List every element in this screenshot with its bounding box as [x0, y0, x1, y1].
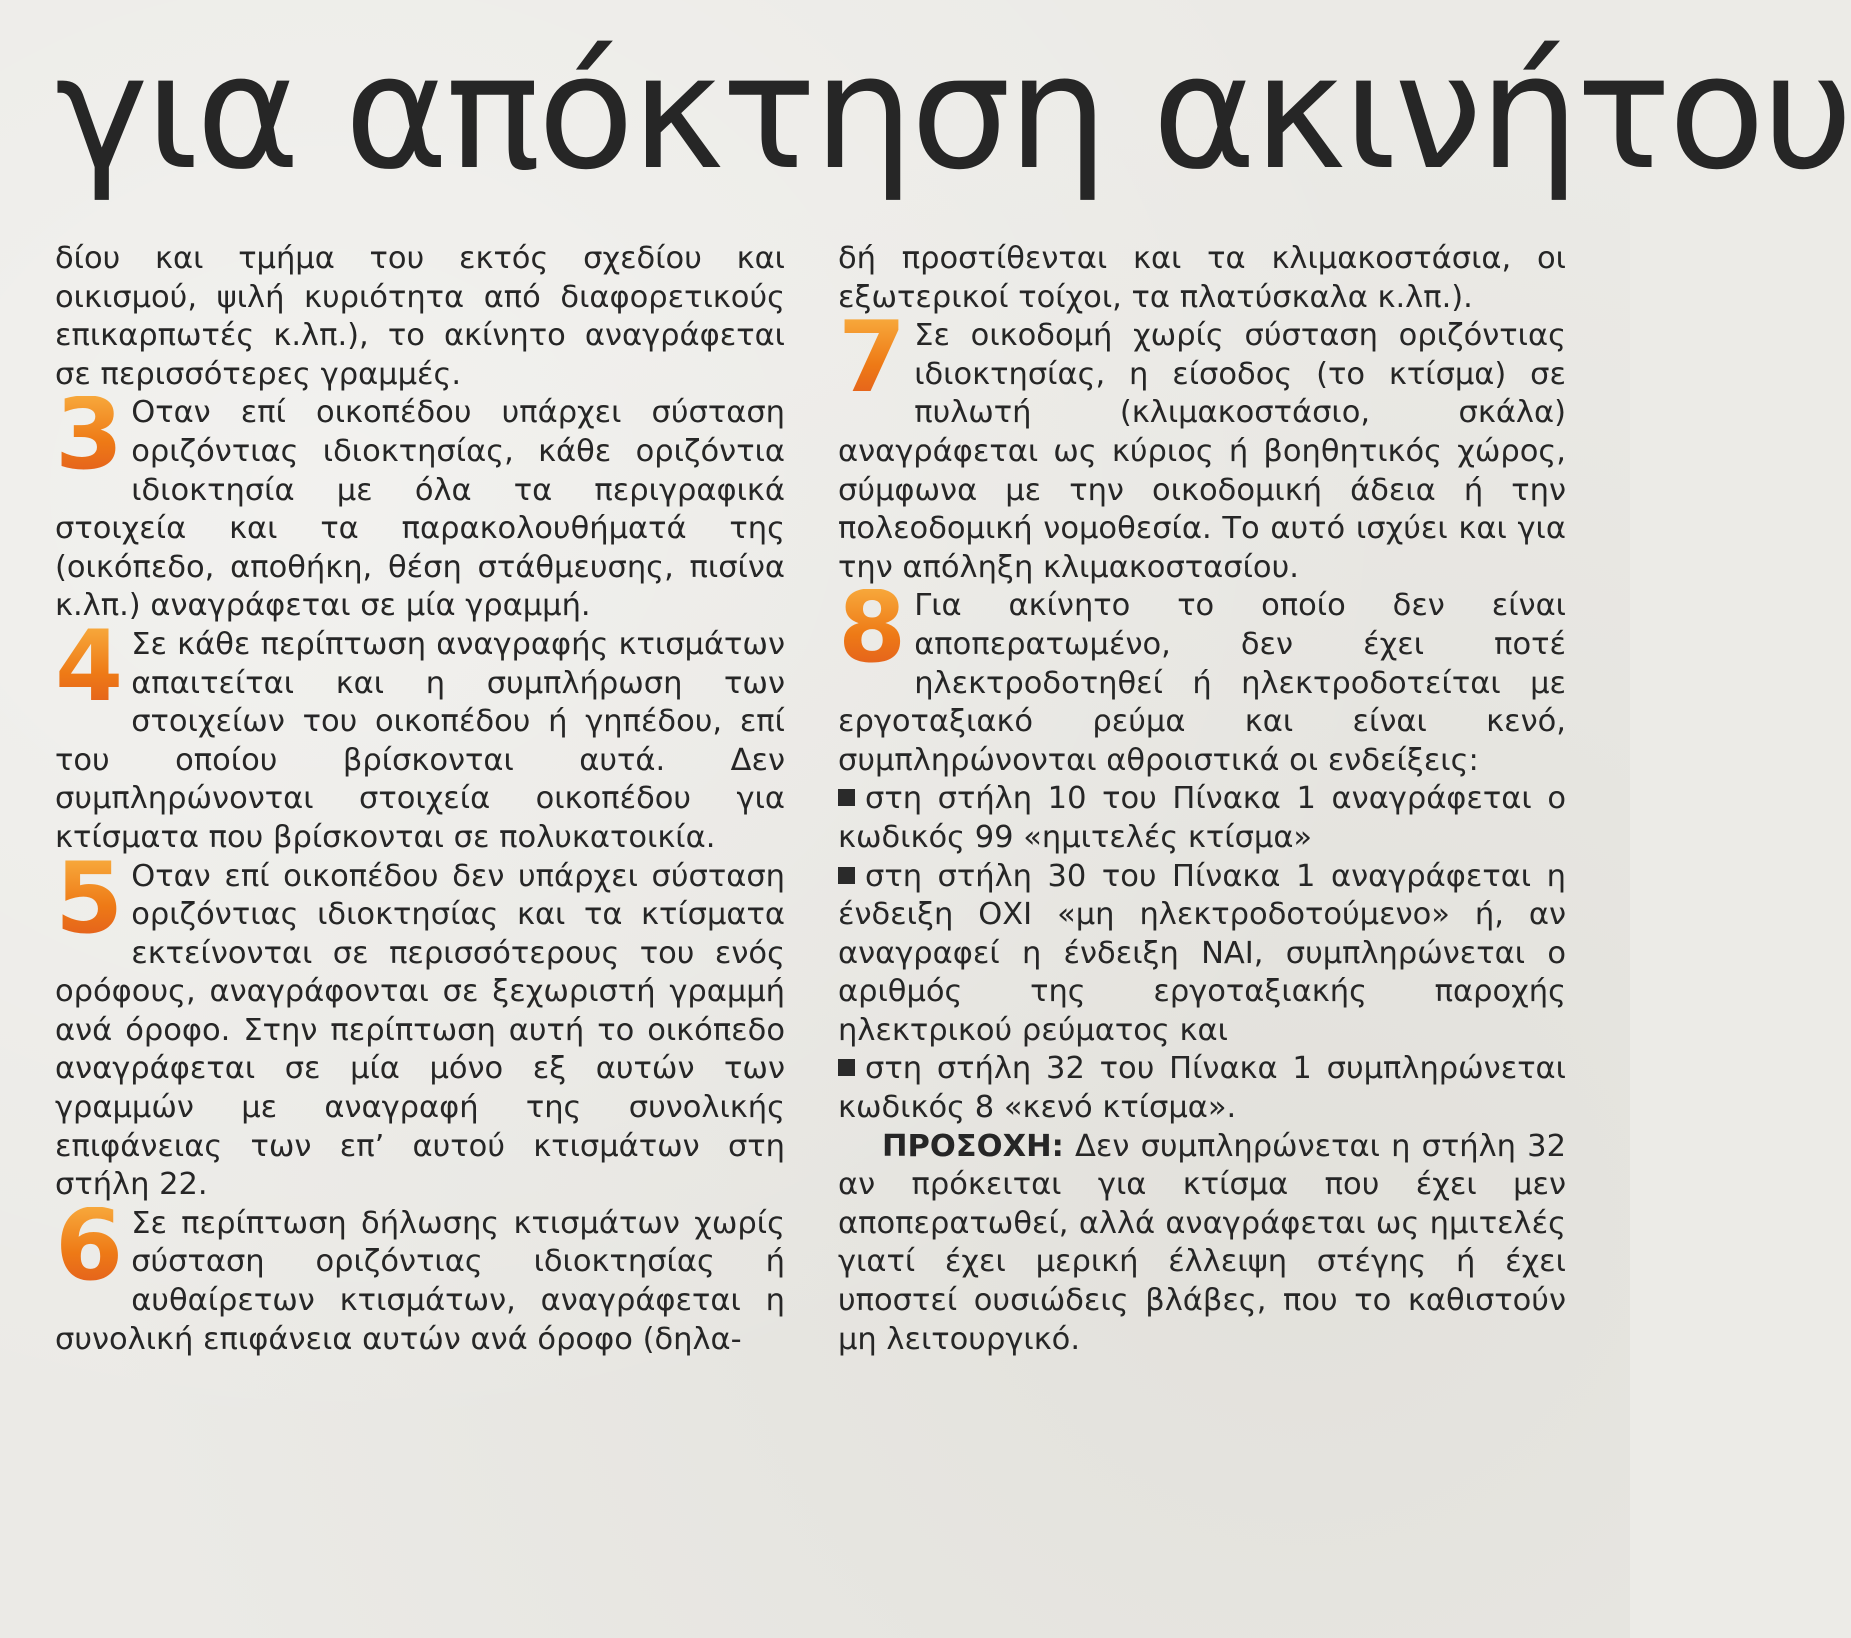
item-text: Σε οικοδομή χωρίς σύσταση οριζόντιας ιδιοκτησίας, η είσοδος (το κτίσμα) σε πυλωτή (κλιμακοστάσιο, σκάλα) αναγράφεται ως κύριος ή βοηθητικός χώρος, σύμφωνα με την οικοδομική άδεια ή την πολεοδομική νομοθεσία. Το αυτό ισχύει και για την απόληξη κλιμακοστασίου. [838, 318, 1566, 585]
list-item-4 [55, 609, 785, 858]
square-bullet-icon [838, 789, 855, 806]
item-text: Σε περίπτωση δήλωσης κτισμάτων χωρίς σύσταση οριζόντιας ιδιοκτησίας ή αυθαίρετων κτισμάτων, αναγράφεται η συνολική επιφάνεια αυτών ανά όροφο (δηλα- [55, 1205, 785, 1357]
item-number: 5 [55, 841, 122, 956]
bullet-item [838, 780, 1566, 857]
square-bullet-icon [838, 867, 855, 884]
item-number: 6 [55, 1188, 122, 1303]
bullet-text: στη στήλη 30 του Πίνακα 1 αναγράφεται η ένδειξη ΟΧΙ «μη ηλεκτροδοτούμενο» ή, αν αναγραφεί η ένδειξη ΝΑΙ, συμπληρώνεται ο αριθμός της εργοταξιακής παροχής ηλεκτρικού ρεύματος και [838, 858, 1566, 1048]
caution-label: ΠΡΟΣΟΧΗ: [882, 1128, 1064, 1164]
headline: για απόκτηση ακινήτου [55, 21, 1851, 205]
item-text: Οταν επί οικοπέδου υπάρχει σύσταση οριζόντιας ιδιοκτησίας, κάθε οριζόντια ιδιοκτησία με όλα τα περιγραφικά στοιχεία και τα παρακολουθήματά της (οικόπεδο, αποθήκη, θέση στάθμευσης, πισίνα κ.λπ.) αναγράφεται σε μία γραμμή. [55, 395, 785, 624]
right-column [838, 240, 1566, 1359]
bullet-text: στη στήλη 32 του Πίνακα 1 συμπληρώνεται κωδικός 8 «κενό κτίσμα». [838, 1051, 1566, 1126]
bullet-item [838, 1050, 1566, 1127]
list-item-6 [55, 1188, 785, 1359]
right-column-lead: δή προστίθενται και τα κλιμακοστάσια, οι εξωτερικοί τοίχοι, τα πλατύσκαλα κ.λπ.). [838, 241, 1566, 315]
square-bullet-icon [838, 1059, 855, 1076]
left-column-lead: δίου και τμήμα του εκτός σχεδίου και οικισμού, ψιλή κυριότητα από διαφορετικούς επικαρπωτές κ.λπ.), το ακίνητο αναγράφεται σε περισσότερες γραμμές. [55, 241, 785, 392]
item-text: Οταν επί οικοπέδου δεν υπάρχει σύσταση οριζόντιας ιδιοκτησίας και τα κτίσματα εκτείνονται σε περισσότερους του ενός ορόφους, αναγράφονται σε ξεχωριστή γραμμή ανά όροφο. Στην περίπτωση αυτή το οικόπεδο αναγράφεται σε μία μόνο εξ αυτών των γραμμών με αναγραφή της συνολικής επιφάνειας των επ’ αυτού κτισμάτων στη στήλη 22. [55, 858, 785, 1203]
item-number: 3 [55, 378, 122, 493]
item-number: 4 [55, 609, 122, 724]
list-item-3 [55, 378, 785, 626]
left-column [55, 240, 785, 1359]
item-number: 7 [838, 301, 905, 416]
list-item-5 [55, 841, 785, 1205]
list-item-8 [838, 571, 1566, 780]
item-number: 8 [838, 571, 905, 686]
item-text: Για ακίνητο το οποίο δεν είναι αποπερατωμένο, δεν έχει ποτέ ηλεκτροδοτηθεί ή ηλεκτροδοτείται με εργοταξιακό ρεύμα και είναι κενό, συμπληρώνονται αθροιστικά οι ενδείξεις: [838, 588, 1566, 778]
caution-text: Δεν συμπληρώνεται η στήλη 32 αν πρόκειται για κτίσμα που έχει μεν αποπερατωθεί, αλλά αναγράφεται ως ημιτελές γιατί έχει μερική έλλειψη στέγης ή έχει υποστεί ουσιώδεις βλάβες, που το καθιστούν μη λειτουργικό. [838, 1128, 1566, 1357]
item-text: Σε κάθε περίπτωση αναγραφής κτισμάτων απαιτείται και η συμπλήρωση των στοιχείων του οικοπέδου ή γηπέδου, επί του οποίου βρίσκονται αυτά. Δεν συμπληρώνονται στοιχεία οικοπέδου για κτίσματα που βρίσκονται σε πολυκατοικία. [55, 626, 785, 855]
caution-paragraph [838, 1128, 1566, 1360]
bullet-text: στη στήλη 10 του Πίνακα 1 αναγράφεται ο κωδικός 99 «ημιτελές κτίσμα» [838, 781, 1566, 855]
list-item-7 [838, 301, 1566, 587]
bullet-item [838, 858, 1566, 1051]
